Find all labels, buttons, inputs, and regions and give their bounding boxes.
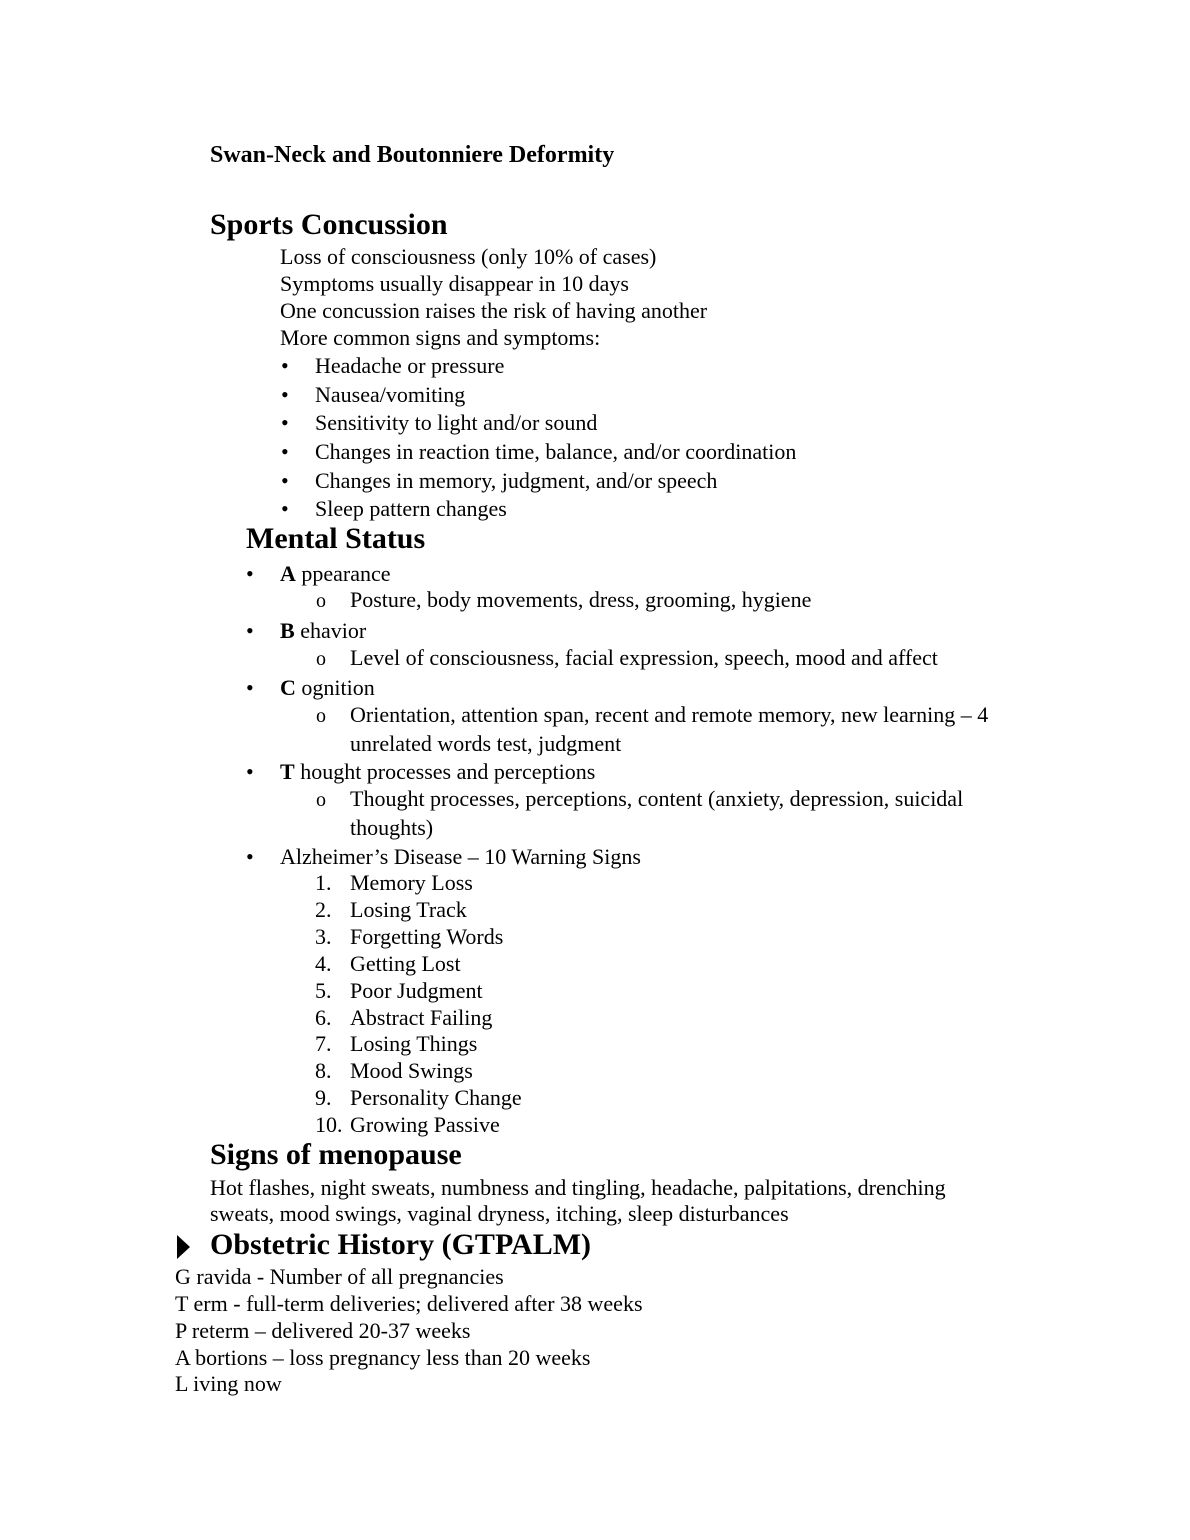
alz-warning-sign: Losing Things [350, 1031, 478, 1056]
concussion-symptom: • Headache or pressure [315, 353, 504, 379]
mental-subitem: Orientation, attention span, recent and remote memory, new learning – 4 [350, 702, 989, 727]
list-number: 3. [315, 924, 332, 949]
menopause-text: Hot flashes, night sweats, numbness and tingling, headache, palpitations, drenching [210, 1175, 946, 1200]
obstetric-history-heading: Obstetric History (GTPALM) [210, 1228, 592, 1261]
alzheimers-heading: • Alzheimer’s Disease – 10 Warning Signs [280, 844, 641, 870]
list-number: 10. [315, 1112, 343, 1137]
list-number: 8. [315, 1058, 332, 1083]
list-number: 7. [315, 1031, 332, 1056]
concussion-line: Symptoms usually disappear in 10 days [280, 271, 629, 296]
menopause-heading: Signs of menopause [210, 1138, 462, 1171]
concussion-symptom: • Changes in memory, judgment, and/or speech [315, 468, 717, 494]
obstetric-line: T erm - full-term deliveries; delivered after 38 weeks [175, 1291, 643, 1316]
list-number: 2. [315, 897, 332, 922]
concussion-line: More common signs and symptoms: [280, 325, 601, 350]
swan-neck-heading: Swan-Neck and Boutonniere Deformity [210, 142, 615, 168]
mental-subitem: Level of consciousness, facial expression, speech, mood and affect [350, 645, 938, 670]
list-number: 1. [315, 870, 332, 895]
alz-warning-sign: Forgetting Words [350, 924, 504, 949]
sub-bullet-marker: o [316, 648, 326, 670]
mental-item: • B ehavior [280, 618, 366, 644]
list-number: 5. [315, 978, 332, 1003]
triangle-bullet-icon [177, 1235, 190, 1264]
mental-item: • A ppearance [280, 561, 391, 587]
list-number: 9. [315, 1085, 332, 1110]
mental-item: • T hought processes and perceptions [280, 759, 595, 785]
obstetric-line: G ravida - Number of all pregnancies [175, 1264, 504, 1289]
sports-concussion-heading: Sports Concussion [210, 208, 448, 241]
obstetric-line: L iving now [175, 1371, 282, 1396]
concussion-symptom: • Sleep pattern changes [315, 496, 507, 522]
mental-subitem: Thought processes, perceptions, content (anxiety, depression, suicidal [350, 786, 964, 811]
sub-bullet-marker: o [316, 705, 326, 727]
alz-warning-sign: Poor Judgment [350, 978, 483, 1003]
concussion-symptom: • Changes in reaction time, balance, and/or coordination [315, 439, 796, 465]
mental-status-heading: Mental Status [246, 522, 426, 555]
concussion-symptom: • Sensitivity to light and/or sound [315, 410, 597, 436]
sub-bullet-marker: o [316, 590, 326, 612]
list-number: 4. [315, 951, 332, 976]
mental-subitem: Posture, body movements, dress, grooming, hygiene [350, 587, 812, 612]
alz-warning-sign: Memory Loss [350, 870, 473, 895]
sub-bullet-marker: o [316, 789, 326, 811]
alz-warning-sign: Growing Passive [350, 1112, 500, 1137]
concussion-symptom: • Nausea/vomiting [315, 382, 465, 408]
mental-subitem-continued: unrelated words test, judgment [350, 731, 622, 756]
obstetric-line: A bortions – loss pregnancy less than 20 weeks [175, 1345, 591, 1370]
alz-warning-sign: Abstract Failing [350, 1005, 493, 1030]
alz-warning-sign: Personality Change [350, 1085, 522, 1110]
concussion-line: Loss of consciousness (only 10% of cases) [280, 244, 657, 269]
alz-warning-sign: Losing Track [350, 897, 467, 922]
obstetric-line: P reterm – delivered 20-37 weeks [175, 1318, 471, 1343]
menopause-text: sweats, mood swings, vaginal dryness, itching, sleep disturbances [210, 1201, 789, 1226]
mental-item: • C ognition [280, 675, 375, 701]
mental-subitem-continued: thoughts) [350, 815, 434, 840]
alz-warning-sign: Mood Swings [350, 1058, 473, 1083]
list-number: 6. [315, 1005, 332, 1030]
concussion-line: One concussion raises the risk of having another [280, 298, 708, 323]
alz-warning-sign: Getting Lost [350, 951, 461, 976]
